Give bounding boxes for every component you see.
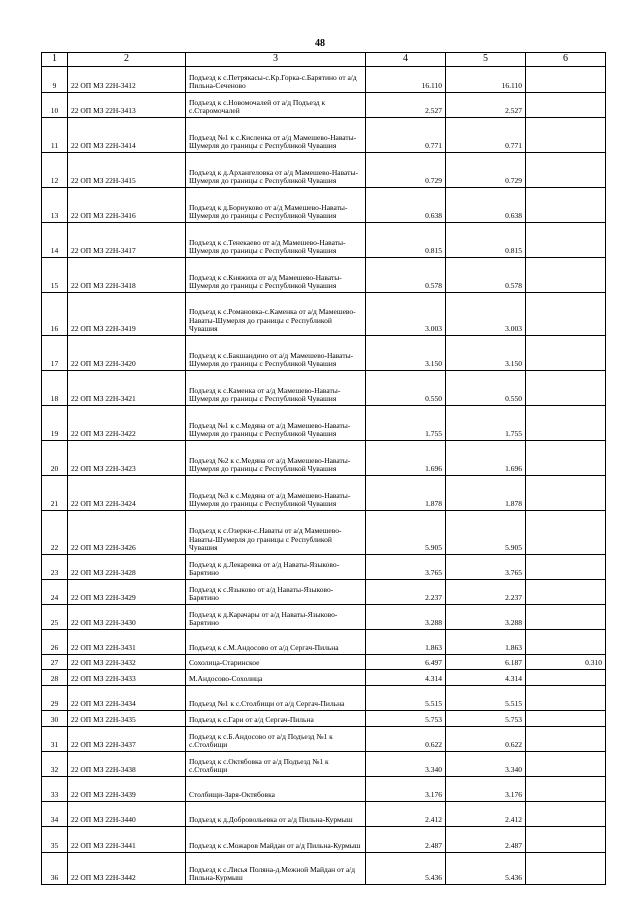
value-col-4: 4.314	[366, 670, 446, 686]
value-col-6	[526, 406, 606, 441]
value-col-6	[526, 258, 606, 293]
road-code: 22 ОП МЗ 22Н-3416	[68, 188, 186, 223]
value-col-5: 0.771	[446, 118, 526, 153]
table-row	[42, 336, 606, 371]
value-col-5: 3.176	[446, 777, 526, 802]
road-code: 22 ОП МЗ 22Н-3424	[68, 476, 186, 511]
value-col-5: 3.340	[446, 752, 526, 777]
table-row	[42, 727, 606, 752]
row-number: 33	[42, 777, 68, 802]
road-code: 22 ОП МЗ 22Н-3432	[68, 655, 186, 670]
row-number: 14	[42, 223, 68, 258]
value-col-4: 2.527	[366, 93, 446, 118]
table-row	[42, 555, 606, 580]
road-code: 22 ОП МЗ 22Н-3418	[68, 258, 186, 293]
road-name: М.Андосово-Сохолица	[186, 670, 366, 686]
value-col-4: 1.755	[366, 406, 446, 441]
row-number: 12	[42, 153, 68, 188]
table-row	[42, 827, 606, 853]
value-col-5: 0.638	[446, 188, 526, 223]
road-name: Подъезд к с.Лисья Поляна-д.Межной Майдан от а/д Пильна-Курмыш	[186, 853, 366, 885]
table-body	[42, 67, 606, 885]
table-row	[42, 93, 606, 118]
value-col-6	[526, 93, 606, 118]
value-col-4: 1.863	[366, 630, 446, 655]
table-row	[42, 655, 606, 670]
table-row	[42, 777, 606, 802]
value-col-6	[526, 670, 606, 686]
row-number: 10	[42, 93, 68, 118]
row-number: 16	[42, 293, 68, 336]
row-number: 30	[42, 711, 68, 727]
road-code: 22 ОП МЗ 22Н-3423	[68, 441, 186, 476]
row-number: 34	[42, 802, 68, 827]
row-number: 15	[42, 258, 68, 293]
table-row	[42, 406, 606, 441]
value-col-4: 0.550	[366, 371, 446, 406]
value-col-4: 1.878	[366, 476, 446, 511]
row-number: 24	[42, 580, 68, 605]
table-row	[42, 686, 606, 711]
value-col-6	[526, 752, 606, 777]
header-row	[42, 53, 606, 67]
value-col-6	[526, 118, 606, 153]
road-code: 22 ОП МЗ 22Н-3429	[68, 580, 186, 605]
road-name: Подъезд №1 к с.Кисленка от а/д Мамешево-Наваты-Шумерля до границы с Республикой Чувашия	[186, 118, 366, 153]
road-code: 22 ОП МЗ 22Н-3420	[68, 336, 186, 371]
value-col-6	[526, 727, 606, 752]
page-number: 48	[315, 38, 325, 49]
header-col-4: 4	[366, 53, 446, 67]
value-col-5: 1.696	[446, 441, 526, 476]
table-row	[42, 67, 606, 93]
value-col-6	[526, 67, 606, 93]
table-row	[42, 752, 606, 777]
header-col-3: 3	[186, 53, 366, 67]
value-col-5: 5.515	[446, 686, 526, 711]
value-col-5: 0.578	[446, 258, 526, 293]
value-col-5: 2.487	[446, 827, 526, 853]
road-code: 22 ОП МЗ 22Н-3417	[68, 223, 186, 258]
road-name: Подъезд №1 к с.Медяна от а/д Мамешево-Наваты-Шумерля до границы с Республикой Чувашия	[186, 406, 366, 441]
road-code: 22 ОП МЗ 22Н-3431	[68, 630, 186, 655]
road-name: Подъезд к с.М.Андосово от а/д Сергач-Пильна	[186, 630, 366, 655]
value-col-4: 3.150	[366, 336, 446, 371]
row-number: 36	[42, 853, 68, 885]
road-code: 22 ОП МЗ 22Н-3414	[68, 118, 186, 153]
value-col-4: 2.237	[366, 580, 446, 605]
road-code: 22 ОП МЗ 22Н-3412	[68, 67, 186, 93]
road-code: 22 ОП МЗ 22Н-3435	[68, 711, 186, 727]
row-number: 13	[42, 188, 68, 223]
value-col-5: 2.237	[446, 580, 526, 605]
table-row	[42, 118, 606, 153]
value-col-4: 0.815	[366, 223, 446, 258]
row-number: 31	[42, 727, 68, 752]
value-col-5: 4.314	[446, 670, 526, 686]
table-row	[42, 853, 606, 885]
value-col-4: 0.578	[366, 258, 446, 293]
table-row	[42, 188, 606, 223]
table-row	[42, 223, 606, 258]
road-code: 22 ОП МЗ 22Н-3428	[68, 555, 186, 580]
road-code: 22 ОП МЗ 22Н-3440	[68, 802, 186, 827]
row-number: 21	[42, 476, 68, 511]
value-col-6	[526, 336, 606, 371]
value-col-4: 2.412	[366, 802, 446, 827]
road-name: Подъезд к с.Озерки-с.Наваты от а/д Мамешево-Наваты-Шумерля до границы с Республикой Чувашия	[186, 511, 366, 555]
header-col-6: 6	[526, 53, 606, 67]
value-col-5: 5.905	[446, 511, 526, 555]
value-col-4: 0.638	[366, 188, 446, 223]
value-col-5: 2.527	[446, 93, 526, 118]
value-col-6	[526, 153, 606, 188]
value-col-6	[526, 580, 606, 605]
value-col-6	[526, 853, 606, 885]
table-row	[42, 580, 606, 605]
table-row	[42, 670, 606, 686]
road-name: Подъезд №1 к с.Столбищи от а/д Сергач-Пильна	[186, 686, 366, 711]
value-col-4: 3.765	[366, 555, 446, 580]
road-code: 22 ОП МЗ 22Н-3430	[68, 605, 186, 630]
value-col-5: 5.436	[446, 853, 526, 885]
value-col-5: 2.412	[446, 802, 526, 827]
road-name: Подъезд к с.Романовка-с.Каменка от а/д Мамешево-Наваты-Шумерля до границы с Республикой Чувашия	[186, 293, 366, 336]
road-code: 22 ОП МЗ 22Н-3422	[68, 406, 186, 441]
road-name: Подъезд к с.Княжиха от а/д Мамешево-Наваты-Шумерля до границы с Республикой Чувашия	[186, 258, 366, 293]
row-number: 9	[42, 67, 68, 93]
road-name: Подъезд к д.Архангеловка от а/д Мамешево-Наваты-Шумерля до границы с Республикой Чувашия	[186, 153, 366, 188]
table-row	[42, 293, 606, 336]
row-number: 23	[42, 555, 68, 580]
table-row	[42, 476, 606, 511]
table-row	[42, 258, 606, 293]
value-col-4: 3.288	[366, 605, 446, 630]
table-row	[42, 711, 606, 727]
road-name: Подъезд №2 к с.Медяна от а/д Мамешево-Наваты-Шумерля до границы с Республикой Чувашия	[186, 441, 366, 476]
row-number: 19	[42, 406, 68, 441]
value-col-5: 1.863	[446, 630, 526, 655]
row-number: 32	[42, 752, 68, 777]
value-col-6: 0.310	[526, 655, 606, 670]
value-col-4: 0.771	[366, 118, 446, 153]
road-code: 22 ОП МЗ 22Н-3441	[68, 827, 186, 853]
road-code: 22 ОП МЗ 22Н-3421	[68, 371, 186, 406]
value-col-4: 1.696	[366, 441, 446, 476]
value-col-6	[526, 686, 606, 711]
road-name: Подъезд №3 к с.Медяна от а/д Мамешево-Наваты-Шумерля до границы с Республикой Чувашия	[186, 476, 366, 511]
value-col-4: 16.110	[366, 67, 446, 93]
road-name: Сохолица-Старинское	[186, 655, 366, 670]
value-col-6	[526, 605, 606, 630]
road-name: Подъезд к д.Добровольевка от а/д Пильна-Курмыш	[186, 802, 366, 827]
table-row	[42, 802, 606, 827]
value-col-5: 0.815	[446, 223, 526, 258]
row-number: 11	[42, 118, 68, 153]
table-row	[42, 441, 606, 476]
road-code: 22 ОП МЗ 22Н-3434	[68, 686, 186, 711]
road-name: Подъезд к с.Каменка от а/д Мамешево-Наваты-Шумерля до границы с Республикой Чувашия	[186, 371, 366, 406]
road-name: Подъезд к с.Новомочалей от а/д Подъезд к с.Старомочалей	[186, 93, 366, 118]
value-col-6	[526, 711, 606, 727]
value-col-5: 1.755	[446, 406, 526, 441]
value-col-4: 0.729	[366, 153, 446, 188]
road-code: 22 ОП МЗ 22Н-3442	[68, 853, 186, 885]
value-col-5: 6.187	[446, 655, 526, 670]
road-code: 22 ОП МЗ 22Н-3433	[68, 670, 186, 686]
value-col-4: 0.622	[366, 727, 446, 752]
row-number: 18	[42, 371, 68, 406]
value-col-5: 3.765	[446, 555, 526, 580]
road-name: Подъезд к с.Тенекаево от а/д Мамешево-Наваты-Шумерля до границы с Республикой Чувашия	[186, 223, 366, 258]
road-name: Подъезд к с.Петрякасы-с.Кр.Горка-с.Барятино от а/д Пильна-Сеченово	[186, 67, 366, 93]
row-number: 35	[42, 827, 68, 853]
value-col-6	[526, 476, 606, 511]
road-name: Столбищи-Заря-Октябовка	[186, 777, 366, 802]
row-number: 26	[42, 630, 68, 655]
road-code: 22 ОП МЗ 22Н-3439	[68, 777, 186, 802]
value-col-6	[526, 188, 606, 223]
road-name: Подъезд к с.Языково от а/д Наваты-Языково-Барятино	[186, 580, 366, 605]
road-name: Подъезд к д.Лекаревка от а/д Наваты-Языково-Барятино	[186, 555, 366, 580]
value-col-4: 6.497	[366, 655, 446, 670]
header-col-2: 2	[68, 53, 186, 67]
road-name: Подъезд к д.Карачары от а/д Наваты-Языково-Барятино	[186, 605, 366, 630]
value-col-4: 3.340	[366, 752, 446, 777]
road-name: Подъезд к с.Бакшандино от а/д Мамешево-Наваты-Шумерля до границы с Республикой Чувашия	[186, 336, 366, 371]
table-row	[42, 605, 606, 630]
value-col-4: 5.905	[366, 511, 446, 555]
row-number: 27	[42, 655, 68, 670]
value-col-5: 16.110	[446, 67, 526, 93]
value-col-6	[526, 511, 606, 555]
value-col-4: 5.753	[366, 711, 446, 727]
roads-table	[41, 52, 606, 885]
road-code: 22 ОП МЗ 22Н-3415	[68, 153, 186, 188]
value-col-5: 3.003	[446, 293, 526, 336]
value-col-4: 5.436	[366, 853, 446, 885]
road-name: Подъезд к с.Б.Андосово от а/д Подъезд №1 к с.Столбищи	[186, 727, 366, 752]
header-col-5: 5	[446, 53, 526, 67]
row-number: 22	[42, 511, 68, 555]
value-col-6	[526, 630, 606, 655]
header-col-1: 1	[42, 53, 68, 67]
road-name: Подъезд к д.Борнуково от а/д Мамешево-Наваты-Шумерля до границы с Республикой Чувашия	[186, 188, 366, 223]
table-row	[42, 371, 606, 406]
value-col-6	[526, 223, 606, 258]
value-col-6	[526, 827, 606, 853]
value-col-6	[526, 371, 606, 406]
value-col-6	[526, 555, 606, 580]
row-number: 17	[42, 336, 68, 371]
road-code: 22 ОП МЗ 22Н-3419	[68, 293, 186, 336]
value-col-5: 5.753	[446, 711, 526, 727]
value-col-6	[526, 777, 606, 802]
table-row	[42, 511, 606, 555]
value-col-5: 0.622	[446, 727, 526, 752]
road-code: 22 ОП МЗ 22Н-3426	[68, 511, 186, 555]
value-col-6	[526, 441, 606, 476]
row-number: 28	[42, 670, 68, 686]
road-name: Подъезд к с.Можаров Майдан от а/д Пильна-Курмыш	[186, 827, 366, 853]
value-col-5: 3.288	[446, 605, 526, 630]
road-code: 22 ОП МЗ 22Н-3438	[68, 752, 186, 777]
row-number: 20	[42, 441, 68, 476]
value-col-4: 3.003	[366, 293, 446, 336]
row-number: 29	[42, 686, 68, 711]
value-col-4: 5.515	[366, 686, 446, 711]
table-row	[42, 630, 606, 655]
value-col-4: 3.176	[366, 777, 446, 802]
road-name: Подъезд к с.Октябовка от а/д Подъезд №1 к с.Столбищи	[186, 752, 366, 777]
value-col-5: 1.878	[446, 476, 526, 511]
table-row	[42, 153, 606, 188]
value-col-5: 0.729	[446, 153, 526, 188]
road-code: 22 ОП МЗ 22Н-3437	[68, 727, 186, 752]
value-col-5: 0.550	[446, 371, 526, 406]
road-name: Подъезд к с.Гари от а/д Сергач-Пильна	[186, 711, 366, 727]
value-col-6	[526, 293, 606, 336]
value-col-4: 2.487	[366, 827, 446, 853]
road-code: 22 ОП МЗ 22Н-3413	[68, 93, 186, 118]
row-number: 25	[42, 605, 68, 630]
value-col-5: 3.150	[446, 336, 526, 371]
value-col-6	[526, 802, 606, 827]
